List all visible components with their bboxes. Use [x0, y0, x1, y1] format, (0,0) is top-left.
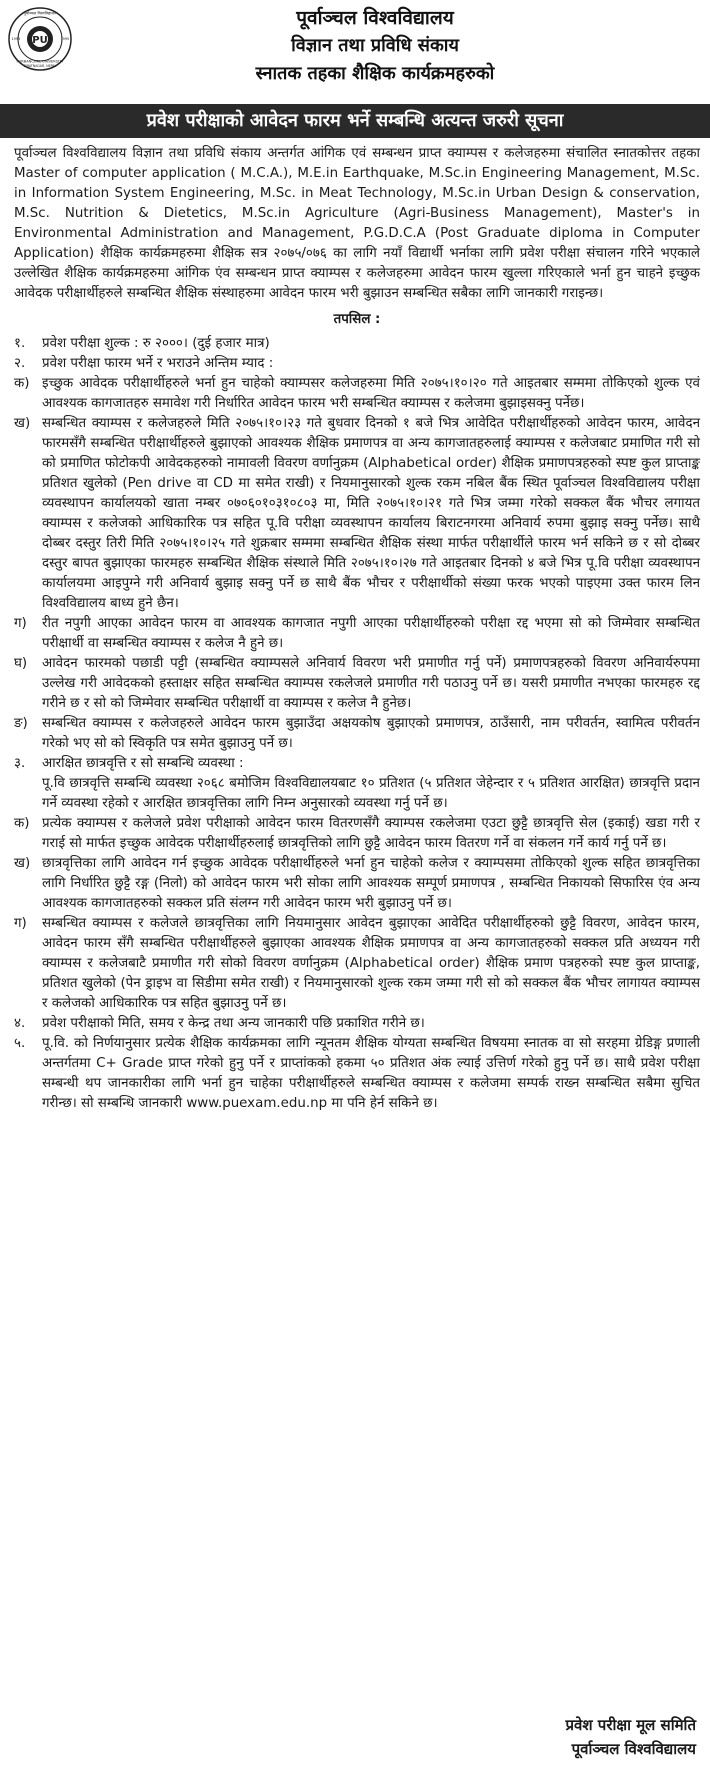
- item-number: घ): [14, 656, 28, 671]
- item-text: प्रवेश परीक्षा फारम भर्ने र भराउने अन्तिम म्याद :: [42, 356, 274, 371]
- item-text: प्रवेश परीक्षा शुल्क : रु २०००। (दुई हजार मात्र): [42, 336, 270, 351]
- item-text: इच्छुक आवेदक परीक्षार्थीहरुले भर्ना हुन चाहेको क्याम्पसर कलेजहरुमा मिति २०७५।१०।२० गते आइतबार सम्ममा तोकिएको शुल्क एवं आवश्यक कागजातहरु समावेश गरी निर्धारित आवेदन फारम भरी सम्बन्धित क्याम्पस र कलेजमा बुझाइसक्नु पर्नेछ।: [42, 376, 700, 411]
- item-number: ५.: [14, 1036, 26, 1051]
- item-text: रीत नपुगी आएका आवेदन फारम वा आवश्यक कागजात नपुगी आएका परीक्षार्थीहरुको परीक्षा रद्द भएमा सो को जिम्मेवार सम्बन्धित परीक्षार्थी वा सम्बन्धित क्याम्पस र कलेज नै हुने छ।: [42, 616, 700, 651]
- item-text: पू.वि. को निर्णयानुसार प्रत्येक शैक्षिक कार्यक्रमका लागि न्यूनतम शैक्षिक योग्यता सम्बन्धित विषयमा स्नातक वा सो सरहमा ग्रेडिङ्ग प्रणाली अन्तर्गतमा C+ Grade प्राप्त गरेको हुनु पर्ने र प्राप्तांकको हकमा ५० प्रतिशत अंक ल्याई उत्तिर्ण गरेको हुनु पर्ने छ। साथै प्रवेश परीक्षा सम्बन्धी थप जानकारीका लागि भर्ना हुन चाहेका परीक्षार्थीहरुले सम्बन्धित क्याम्पस र कलेजमा सम्पर्क राख्न सम्बन्धित सबैमा सुचित गरीन्छ। सो सम्बन्धि जानकारी www.puexam.edu.np मा पनि हेर्न सकिने छ।: [42, 1036, 700, 1111]
- list-item: [14, 1014, 700, 1034]
- item-number: १.: [14, 336, 26, 351]
- item-text: छात्रवृत्तिका लागि आवेदन गर्न इच्छुक आवेदक परीक्षार्थीहरुले भर्ना हुन चाहेको कलेज र क्याम्पसमा तोकिएको शुल्क सहित छात्रवृत्तिका लागि निर्धारित छुट्टै रङ्ग (निलो) को आवेदन फारम भरी सोका लागि आवश्यक सम्पूर्ण प्रमाणपत्र , सम्बन्धित निकायको सिफारिस एंव अन्य आवश्यक कागजातहरुको सक्कल प्रति संलग्न गरी आवेदन फारम भरी बुझाउनु पर्ने छ।: [42, 856, 700, 911]
- list-item: [14, 334, 700, 354]
- program-line: स्नातक तहका शैक्षिक कार्यक्रमहरुको: [255, 63, 495, 84]
- list-item: [14, 414, 700, 614]
- list-item: [14, 354, 700, 374]
- svg-text:PU: PU: [32, 35, 48, 46]
- list-item: [14, 1034, 700, 1114]
- university-seal-icon: [7, 6, 73, 72]
- item-text: आवेदन फारमको पछाडी पट्टी (सम्बन्धित क्याम्पसले अनिवार्य विवरण भरी प्रमाणीत गर्नु पर्ने) प्रमाणपत्रहरुको विवरण अनिवार्यरुपमा उल्लेख गरी आवेदकको हस्ताक्षर सहित सम्बन्धित क्याम्पस रकलेजले प्रमाणीत गरी पठाउनु पर्ने छ। यसरी प्रमाणीत नभएका फारमहरु रद्द गरीने छ र सो को जिम्मेवार सम्बन्धित परीक्षार्थी वा क्याम्पस र कलेज नै हुनेछ।: [42, 656, 700, 711]
- item-text: सम्बन्धित क्याम्पस र कलेजहरुले मिति २०७५।१०।२३ गते बुधवार दिनको १ बजे भित्र आवेदित परीक्षार्थीहरुको आवेदन फारम, आवेदन फारमसँगै सम्बन्धित परीक्षार्थीहरुले बुझाएको आवश्यक शैक्षिक प्रमाणपत्र वा अन्य कागजातहरुलाई क्याम्पस र कलेजबाट प्रमाणित गरी सो को प्रमाणित फोटोकपी आवेदकहरुको नामावली विवरण वर्णानुक्रम (Alphabetical order) शैक्षिक प्रमाणपत्रहरुको स्पष्ट कुल प्राप्ताङ्क प्रतिशत खुलेको (Pen drive वा CD मा समेत राखी) र नियमानुसारको शुल्क रकम नबिल बैंक स्थित पूर्वाञ्चल विश्वविद्यालय परीक्षा व्यवस्थापन कार्यालयको खाता नम्बर ०७०६०१०३१०८०३ मा, मिति २०७५।१०।२१ गते भित्र जम्मा गरेको सक्कल बैंक भौचर लगायत क्याम्पस र कलेजको आधिकारिक पत्र सहित पू.वि परीक्षा व्यवस्थापन कार्यालय बिराटनगरमा अनिवार्य रुपमा बुझाइ सक्नु पर्नेछ। साथै दोब्बर दस्तुर तिरी मिति २०७५।१०।२५ गते शुक्रबार सम्ममा सम्बन्धित शैक्षिक संस्था मार्फत परीक्षार्थीले फारम भर्न सकिने छ र सो दोब्बर दस्तुर बापत बुझाएका फारमहरु सम्बन्धित शैक्षिक संस्थाले मिति २०७५।१०।२७ गते आइतबार दिनको ४ बजे भित्र पू.वि परीक्षा व्यवस्थापन कार्यालयमा आइपुग्ने गरी अनिवार्य बुझाइ सक्नु पर्ने छ साथै बैंक भौचर र परीक्षार्थीको संख्या फरक भएको पाइएमा उक्त फारम लिन विश्वविद्यालय बाध्य हुने छैन।: [42, 416, 700, 611]
- logo-bottom-text: PURBANCHAL UNIVERSITY: [16, 59, 64, 64]
- logo-top-text: पूर्वाञ्चल विश्वविद्यालय: [23, 10, 57, 16]
- header: [0, 4, 710, 98]
- item-text: प्रवेश परीक्षाको मिति, समय र केन्द्र तथा अन्य जानकारी पछि प्रकाशित गरीने छ।: [42, 1016, 425, 1031]
- signature-block: [566, 1713, 697, 1761]
- item-number: ३.: [14, 756, 26, 771]
- list-item: [14, 754, 700, 774]
- list-item: [14, 714, 700, 754]
- details-title: तपसिल :: [333, 312, 381, 327]
- faculty-name: विज्ञान तथा प्रविधि संकाय: [291, 35, 459, 56]
- committee-name: प्रवेश परीक्षा मूल समिति: [565, 1716, 696, 1734]
- item-text: प्रत्येक क्याम्पस र कलेजले प्रवेश परीक्षाको आवेदन फारम वितरणसँगै क्याम्पस रकलेजमा एउटा छुट्टै छात्रवृत्ति सेल (इकाई) खडा गरी र गराई सो मार्फत इच्छुक आवेदक परीक्षार्थीहरुलाई छात्रवृत्तिको लागि छुट्टै आवेदन फारम वितरण गर्ने वा संकलन गर्ने कार्य गर्नु पर्ने छ।: [42, 816, 700, 851]
- list-item: [14, 914, 700, 1014]
- item-number: ग): [14, 616, 27, 631]
- list-item: [14, 654, 700, 714]
- list-item: [14, 854, 700, 914]
- item-number: क): [14, 816, 30, 831]
- item-text: आरक्षित छात्रवृत्ति र सो सम्बन्धि व्यवस्था :: [42, 756, 244, 771]
- item-number: २.: [14, 356, 26, 371]
- item-number: ४.: [14, 1016, 26, 1031]
- logo-right-year: 1995: [60, 37, 70, 41]
- logo-sub-text: BIRATNAGAR, NEPAL: [23, 64, 57, 68]
- logo-left-year: 1993: [11, 37, 21, 41]
- item-number: ग): [14, 916, 27, 931]
- item-number: ख): [14, 416, 31, 431]
- list-item: [14, 774, 700, 814]
- item-number: ङ): [14, 716, 28, 731]
- item-number: ख): [14, 856, 31, 871]
- intro-paragraph: पूर्वाञ्चल विश्वविद्यालय विज्ञान तथा प्रविधि संकाय अन्तर्गत आंगिक एवं सम्बन्धन प्राप्त क्याम्पस र कलेजहरुमा संचालित स्नातकोत्तर तहका Master of computer application ( M.C.A.), M.E.in Earthquake, M.Sc.in Engineering Management, M.Sc. in Information System Engineering, M.Sc. in Meat Technology, M.Sc.in Urban Design & conservation, M.Sc. Nutrition & Dietetics, M.Sc.in Agriculture (Agri-Business Management), Master's in Environmental Administration and Management, P.G.D.C.A (Post Graduate diploma in Computer Application) शैक्षिक कार्यक्रमहरुमा शैक्षिक सत्र २०७५/०७६ का लागि नयाँ विद्यार्थी भर्नाका लागि प्रवेश परीक्षा संचालन गरिने भएकाले उल्लेखित शैक्षिक कार्यक्रमहरुमा आंगिक एंव सम्बन्धन प्राप्त क्याम्पस र कलेजहरुमा आवेदन फारम खुल्ला गरिएकाले भर्ना हुन चाहने इच्छुक आवेदक परीक्षार्थीहरुले सम्बन्धित शैक्षिक संस्थाहरुमा आवेदन फारम भरी बुझाउन सम्बन्धित सबैका लागि जानकारी गराइन्छ।: [14, 146, 700, 301]
- item-number: क): [14, 376, 30, 391]
- item-text: पू.वि छात्रवृत्ति सम्बन्धि व्यवस्था २०६८ बमोजिम विश्वविद्यालयबाट १० प्रतिशत (५ प्रतिशत जेहेन्दार र ५ प्रतिशत आरक्षित) छात्रवृत्ति प्रदान गर्ने व्यवस्था रहेको र आरक्षित छात्रवृत्तिका लागि निम्न अनुसारको व्यवस्था गर्नु पर्ने छ।: [42, 776, 700, 811]
- footer-university-name: पूर्वाञ्चल विश्वविद्यालय: [571, 1740, 696, 1758]
- notice-banner: प्रवेश परीक्षाको आवेदन फारम भर्ने सम्बन्धि अत्यन्त जरुरी सूचना: [0, 104, 710, 138]
- list-item: [14, 614, 700, 654]
- university-name: पूर्वाञ्चल विश्वविद्यालय: [296, 7, 454, 29]
- list-item: [14, 374, 700, 414]
- item-text: सम्बन्धित क्याम्पस र कलेजहरुले आवेदन फारम बुझाउँदा अक्षयकोष बुझाएको प्रमाणपत्र, ठाउँसारी, नाम परीवर्तन, स्वामित्व परीवर्तन गरेको भए सो को स्विकृति पत्र समेत बुझाउनु पर्ने छ।: [42, 716, 700, 751]
- item-text: सम्बन्धित क्याम्पस र कलेजले छात्रवृत्तिका लागि नियमानुसार आवेदन बुझाएका आवेदित परीक्षार्थीहरुको छुट्टै विवरण, आवेदन फारम, आवेदन फारम सँगै सम्बन्धित परीक्षार्थीहरुले बुझाएका आवश्यक शैक्षिक प्रमाणपत्र वा अन्य कागजातहरुको सक्कल प्रति अध्ययन गरी क्याम्पस र कलेजबाटै प्रमाणीत गरी सोको विवरण वर्णानुक्रम (Alphabetical order) शैक्षिक प्रमाण पत्रहरुको स्पष्ट कुल प्राप्ताङ्क, प्रतिशत खुलेको (पेन ड्राइभ वा सिडीमा समेत राखी) र नियमानुसारको शुल्क रकम जम्मा गरी सो को सक्कल बैंक भौचर लागायत क्याम्पस र कलेजको आधिकारिक पत्र सहित बुझाउनु पर्ने छ।: [42, 916, 700, 1011]
- notice-body: [0, 138, 710, 1114]
- list-item: [14, 814, 700, 854]
